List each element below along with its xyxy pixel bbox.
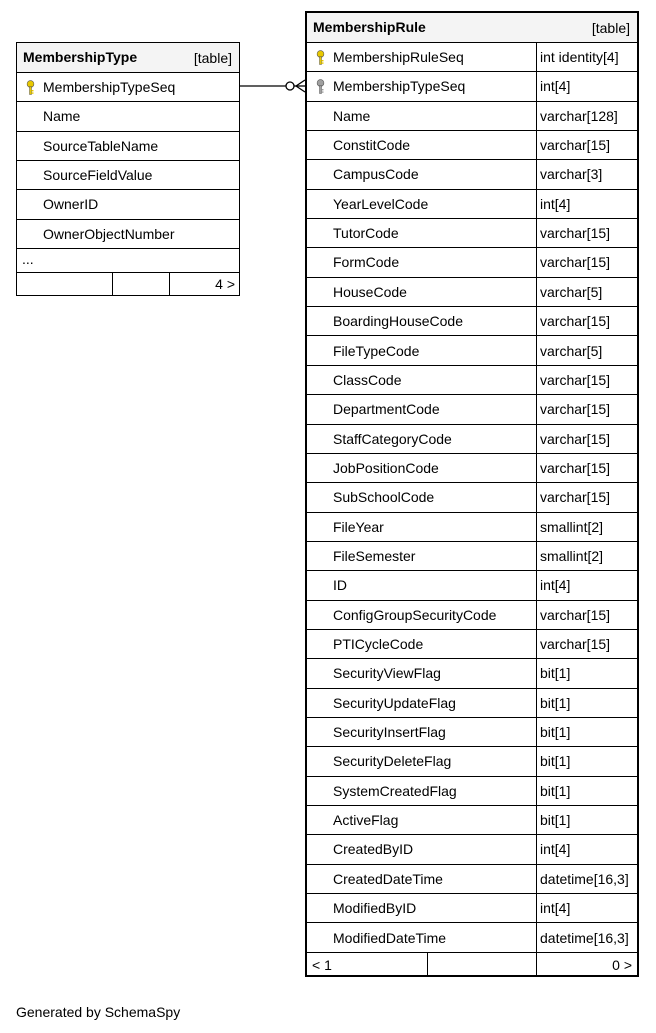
- column-name: ClassCode: [333, 371, 402, 388]
- column-name: FileSemester: [333, 547, 416, 564]
- column-type: varchar[5]: [540, 342, 603, 359]
- column-name: SystemCreatedFlag: [333, 782, 457, 799]
- column-row[interactable]: [307, 425, 637, 454]
- column-name: YearLevelCode: [333, 195, 429, 212]
- column-row[interactable]: [307, 43, 637, 72]
- table-type-tag: [table]: [193, 50, 232, 66]
- column-type: varchar[15]: [540, 401, 611, 418]
- column-type: varchar[15]: [540, 430, 611, 447]
- ellipsis-row: [17, 249, 239, 273]
- column-row[interactable]: [307, 337, 637, 366]
- column-name: SubSchoolCode: [333, 489, 435, 506]
- column-name: CreatedDateTime: [333, 870, 443, 887]
- column-row[interactable]: [307, 894, 637, 923]
- column-name: TutorCode: [333, 225, 399, 242]
- column-name: DepartmentCode: [333, 401, 440, 418]
- column-type: int[4]: [540, 78, 571, 95]
- column-row[interactable]: [17, 73, 239, 102]
- column-type: bit[1]: [540, 724, 571, 741]
- column-row[interactable]: [307, 454, 637, 483]
- column-name: ModifiedByID: [333, 900, 417, 917]
- column-name: ConfigGroupSecurityCode: [333, 606, 497, 623]
- column-row[interactable]: [307, 513, 637, 542]
- column-name: ID: [333, 577, 347, 594]
- table-header: [307, 13, 637, 43]
- column-name: BoardingHouseCode: [333, 313, 463, 330]
- column-row[interactable]: [307, 190, 637, 219]
- column-row[interactable]: [307, 659, 637, 688]
- column-type: varchar[15]: [540, 313, 611, 330]
- column-row[interactable]: [307, 307, 637, 336]
- primary-key-icon: [26, 80, 35, 99]
- table-header: [17, 43, 239, 73]
- column-type: smallint[2]: [540, 547, 604, 564]
- column-type: varchar[128]: [540, 107, 618, 124]
- column-name: JobPositionCode: [333, 459, 439, 476]
- column-name: ActiveFlag: [333, 812, 399, 829]
- primary-key-icon: [316, 50, 325, 69]
- nav-children-count[interactable]: 4 >: [215, 276, 235, 292]
- column-type: varchar[3]: [540, 166, 603, 183]
- column-type: int[4]: [540, 577, 571, 594]
- column-type: varchar[15]: [540, 489, 611, 506]
- column-type: datetime[16,3]: [540, 870, 629, 887]
- column-type: varchar[15]: [540, 225, 611, 242]
- column-type: int identity[4]: [540, 49, 619, 65]
- column-name: FormCode: [333, 254, 400, 271]
- column-row[interactable]: [307, 219, 637, 248]
- column-name: SourceTableName: [43, 137, 159, 154]
- table-membership-rule[interactable]: [305, 11, 639, 977]
- column-row[interactable]: [17, 102, 239, 131]
- column-type: bit[1]: [540, 782, 571, 799]
- nav-row: [307, 953, 637, 977]
- column-name: ModifiedDateTime: [333, 929, 447, 946]
- column-type: varchar[15]: [540, 137, 611, 154]
- column-row[interactable]: [17, 161, 239, 190]
- column-name: MembershipRuleSeq: [333, 49, 464, 65]
- column-name: PTICycleCode: [333, 636, 424, 652]
- column-type: datetime[16,3]: [540, 929, 629, 946]
- column-type: smallint[2]: [540, 518, 604, 535]
- column-type: varchar[15]: [540, 254, 611, 271]
- column-name: StaffCategoryCode: [333, 430, 452, 447]
- column-name: SecurityViewFlag: [333, 665, 441, 682]
- nav-row: [17, 273, 239, 295]
- column-name: SecurityUpdateFlag: [333, 694, 456, 711]
- column-row[interactable]: [307, 689, 637, 718]
- column-row[interactable]: [307, 601, 637, 630]
- ellipsis-text: ...: [22, 251, 34, 267]
- column-row[interactable]: [307, 835, 637, 864]
- column-name: FileTypeCode: [333, 342, 420, 359]
- column-name: CreatedByID: [333, 841, 414, 858]
- column-name: OwnerID: [43, 196, 99, 213]
- column-name: FileYear: [333, 518, 384, 535]
- column-row[interactable]: [307, 924, 637, 953]
- nav-parents-count[interactable]: < 1: [312, 957, 332, 973]
- column-name: HouseCode: [333, 283, 407, 300]
- column-name: OwnerObjectNumber: [43, 225, 175, 242]
- column-name: MembershipTypeSeq: [43, 79, 176, 95]
- footer-credit: Generated by SchemaSpy: [16, 1004, 181, 1020]
- column-row[interactable]: [307, 160, 637, 189]
- table-type-tag: [table]: [591, 20, 630, 36]
- column-row[interactable]: [307, 278, 637, 307]
- column-name: SourceFieldValue: [43, 166, 153, 183]
- column-row[interactable]: [17, 132, 239, 161]
- table-name: MembershipRule: [313, 19, 426, 35]
- column-type: varchar[15]: [540, 636, 611, 652]
- column-type: varchar[15]: [540, 459, 611, 476]
- column-row[interactable]: [17, 190, 239, 219]
- column-row[interactable]: [307, 483, 637, 512]
- column-name: MembershipTypeSeq: [333, 78, 466, 95]
- nav-children-count[interactable]: 0 >: [612, 957, 632, 973]
- column-row[interactable]: [17, 220, 239, 249]
- column-row[interactable]: [307, 131, 637, 160]
- foreign-key-icon: [316, 79, 325, 98]
- column-name: Name: [333, 107, 371, 124]
- column-row[interactable]: [307, 777, 637, 806]
- column-name: SecurityInsertFlag: [333, 724, 446, 741]
- column-name: SecurityDeleteFlag: [333, 753, 452, 770]
- column-row[interactable]: [307, 747, 637, 776]
- column-row[interactable]: [307, 366, 637, 395]
- column-type: int[4]: [540, 841, 571, 858]
- column-row[interactable]: [307, 72, 637, 101]
- column-type: varchar[15]: [540, 606, 611, 623]
- column-row[interactable]: [307, 571, 637, 600]
- column-type: int[4]: [540, 900, 571, 917]
- column-name: ConstitCode: [333, 137, 411, 154]
- column-name: Name: [43, 108, 81, 125]
- column-row[interactable]: [307, 395, 637, 424]
- column-row[interactable]: [307, 102, 637, 131]
- column-type: bit[1]: [540, 812, 571, 829]
- table-membership-type[interactable]: [16, 42, 240, 296]
- column-row[interactable]: [307, 248, 637, 277]
- column-type: bit[1]: [540, 753, 571, 770]
- column-name: CampusCode: [333, 166, 419, 183]
- column-row[interactable]: [307, 806, 637, 835]
- column-row[interactable]: [307, 630, 637, 659]
- column-type: varchar[5]: [540, 283, 603, 300]
- column-row[interactable]: [307, 542, 637, 571]
- column-type: bit[1]: [540, 665, 571, 682]
- column-type: varchar[15]: [540, 371, 611, 388]
- column-row[interactable]: [307, 865, 637, 894]
- table-name: MembershipType: [23, 49, 138, 65]
- column-row[interactable]: [307, 718, 637, 747]
- column-type: int[4]: [540, 195, 571, 212]
- column-type: bit[1]: [540, 694, 571, 711]
